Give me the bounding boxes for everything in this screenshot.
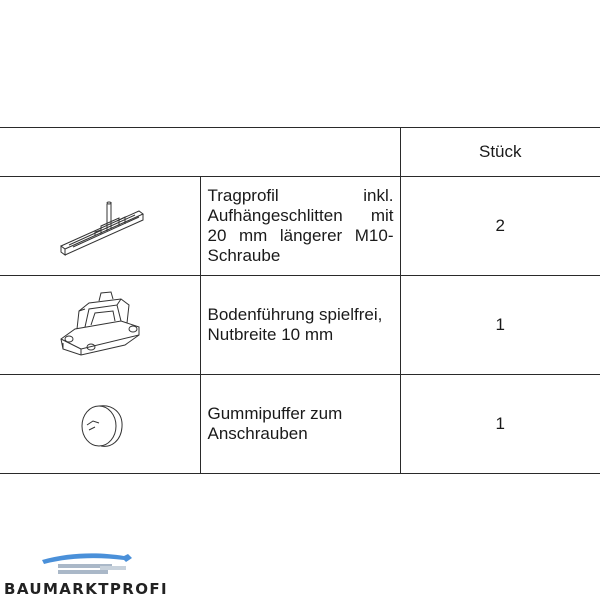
parts-table <box>0 127 600 474</box>
header-quantity-cell: Stück <box>400 128 600 177</box>
part-image-cell <box>0 375 200 474</box>
support-profile-icon <box>55 186 145 266</box>
table-header-row <box>0 128 600 177</box>
floor-guide-icon <box>55 281 145 369</box>
table-row <box>0 375 600 474</box>
part-quantity: 1 <box>400 276 600 375</box>
part-quantity: 2 <box>400 177 600 276</box>
part-description: Tragprofil inkl. Aufhängeschlitten mit 20 mm längerer M10-Schraube <box>200 177 400 276</box>
part-quantity: 1 <box>400 375 600 474</box>
table-row <box>0 177 600 276</box>
header-description-cell <box>0 128 400 177</box>
rubber-buffer-icon <box>65 389 135 459</box>
part-image-cell <box>0 276 200 375</box>
part-description: Gummipuffer zum Anschrauben <box>200 375 400 474</box>
part-image-cell <box>0 177 200 276</box>
part-description: Bodenführung spielfrei, Nutbreite 10 mm <box>200 276 400 375</box>
roof-logo-icon <box>40 550 160 580</box>
table-row <box>0 276 600 375</box>
logo-text: BAUMARKTPROFI <box>4 580 169 598</box>
baumarktprofi-logo <box>4 550 169 598</box>
